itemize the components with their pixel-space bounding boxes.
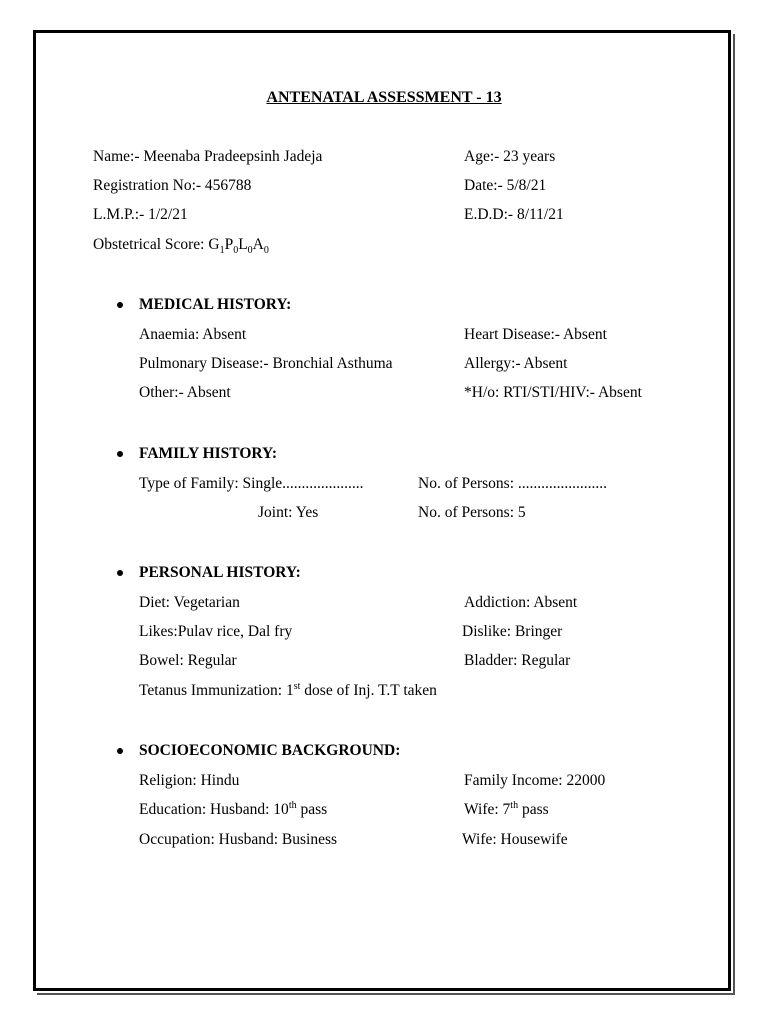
patient-age: Age:- 23 years <box>464 148 556 165</box>
husband-occupation: Occupation: Husband: Business <box>139 831 338 848</box>
bullet-icon <box>117 302 123 308</box>
anaemia: Anaemia: Absent <box>139 326 247 343</box>
persons-single: No. of Persons: ....................... <box>418 475 608 492</box>
addiction: Addiction: Absent <box>464 594 578 611</box>
bullet-icon <box>117 748 123 754</box>
other-history: Other:- Absent <box>139 384 231 401</box>
bullet-icon <box>117 570 123 576</box>
assessment-date: Date:- 5/8/21 <box>464 177 547 194</box>
heart-disease: Heart Disease:- Absent <box>464 326 607 343</box>
pulmonary-disease: Pulmonary Disease:- Bronchial Asthuma <box>139 355 393 372</box>
edd: E.D.D:- 8/11/21 <box>464 206 564 223</box>
wife-occupation: Wife: Housewife <box>462 831 568 848</box>
allergy: Allergy:- Absent <box>464 355 568 372</box>
persons-joint: No. of Persons: 5 <box>418 504 526 521</box>
dislike: Dislike: Bringer <box>462 623 563 640</box>
family-history-heading: FAMILY HISTORY: <box>139 445 277 462</box>
lmp: L.M.P.:- 1/2/21 <box>93 206 188 223</box>
medical-history-heading: MEDICAL HISTORY: <box>139 296 292 313</box>
obstetrical-score: Obstetrical Score: $G_1P_0L_0A_0$ <box>93 236 269 257</box>
family-type-joint: Joint: Yes <box>258 504 319 521</box>
family-income: Family Income: 22000 <box>464 772 606 789</box>
rti-sti-hiv: *H/o: RTI/STI/HIV:- Absent <box>464 384 642 401</box>
patient-name: Name:- Meenaba Pradeepsinh Jadeja <box>93 148 323 165</box>
document-title: ANTENATAL ASSESSMENT - 13 <box>266 89 502 106</box>
tetanus-immunization: Tetanus Immunization: 1st dose of Inj. T.T taken <box>139 680 437 699</box>
wife-education: Wife: 7th pass <box>464 799 549 818</box>
personal-history-heading: PERSONAL HISTORY: <box>139 564 301 581</box>
bowel: Bowel: Regular <box>139 652 237 669</box>
likes: Likes:Pulav rice, Dal fry <box>139 623 293 640</box>
husband-education: Education: Husband: 10th pass <box>139 799 328 818</box>
page-border <box>33 30 731 991</box>
religion: Religion: Hindu <box>139 772 240 789</box>
bullet-icon <box>117 451 123 457</box>
bladder: Bladder: Regular <box>464 652 571 669</box>
socioeconomic-heading: SOCIOECONOMIC BACKGROUND: <box>139 742 401 759</box>
family-type-single: Type of Family: Single..................... <box>139 475 364 492</box>
diet: Diet: Vegetarian <box>139 594 240 611</box>
obstetrical-score-label: Obstetrical Score: <box>93 236 209 253</box>
registration-number: Registration No:- 456788 <box>93 177 252 194</box>
